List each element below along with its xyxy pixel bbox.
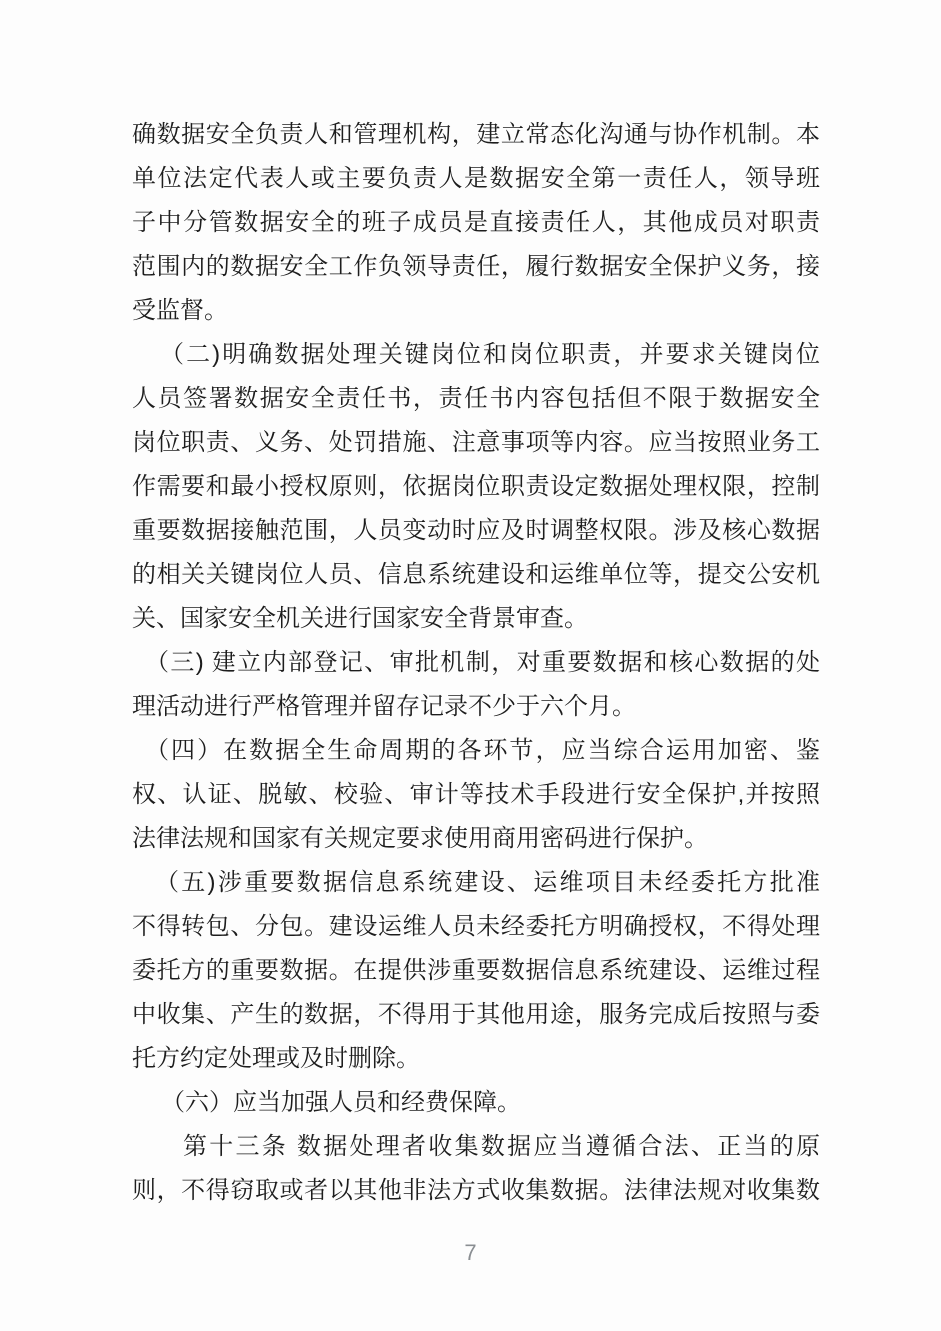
text-line: 受监督。 — [132, 297, 228, 324]
text-line: 作需要和最小授权原则，依据岗位职责设定数据处理权限，控制 — [132, 473, 820, 500]
paragraph-item-3 — [132, 641, 820, 729]
text-line: （五)涉重要数据信息系统建设、运维项目未经委托方批准 — [155, 869, 820, 896]
paragraph-continuation — [132, 113, 820, 333]
text-line: 关、国家安全机关进行国家安全背景审查。 — [132, 605, 588, 632]
text-line: 重要数据接触范围，人员变动时应及时调整权限。涉及核心数据 — [132, 517, 820, 544]
text-line: （四）在数据全生命周期的各环节，应当综合运用加密、鉴 — [145, 737, 820, 764]
text-line: 不得转包、分包。建设运维人员未经委托方明确授权，不得处理 — [132, 913, 820, 940]
paragraph-item-6 — [132, 1081, 820, 1125]
paragraph-item-4 — [132, 729, 820, 861]
text-line: 权、认证、脱敏、校验、审计等技术手段进行安全保护,并按照 — [132, 781, 820, 808]
text-line: 则，不得窃取或者以其他非法方式收集数据。法律法规对收集数 — [132, 1177, 820, 1204]
paragraph-item-2 — [132, 333, 820, 641]
text-line: 委托方的重要数据。在提供涉重要数据信息系统建设、运维过程 — [132, 957, 820, 984]
text-line: 的相关关键岗位人员、信息系统建设和运维单位等，提交公安机 — [132, 561, 820, 588]
paragraph-article-13 — [132, 1125, 820, 1213]
text-line: （三) 建立内部登记、审批机制，对重要数据和核心数据的处 — [145, 649, 820, 676]
text-line: 单位法定代表人或主要负责人是数据安全第一责任人，领导班 — [132, 165, 820, 192]
text-line: 岗位职责、义务、处罚措施、注意事项等内容。应当按照业务工 — [132, 429, 820, 456]
text-line: 确数据安全负责人和管理机构，建立常态化沟通与协作机制。本 — [132, 121, 820, 148]
text-line: 第十三条 数据处理者收集数据应当遵循合法、正当的原 — [183, 1133, 820, 1160]
paragraph-item-5 — [132, 861, 820, 1081]
text-block — [132, 113, 820, 1213]
text-line: 法律法规和国家有关规定要求使用商用密码进行保护。 — [132, 825, 708, 852]
page-number: 7 — [464, 1240, 477, 1265]
text-line: 理活动进行严格管理并留存记录不少于六个月。 — [132, 693, 636, 720]
text-line: 中收集、产生的数据，不得用于其他用途，服务完成后按照与委 — [132, 1001, 820, 1028]
text-line: 托方约定处理或及时删除。 — [132, 1045, 420, 1072]
text-line: （六）应当加强人员和经费保障。 — [161, 1089, 521, 1116]
text-line: 子中分管数据安全的班子成员是直接责任人，其他成员对职责 — [132, 209, 820, 236]
text-line: 人员签署数据安全责任书，责任书内容包括但不限于数据安全 — [132, 385, 820, 412]
text-line: （二)明确数据处理关键岗位和岗位职责，并要求关键岗位 — [160, 341, 820, 368]
text-line: 范围内的数据安全工作负领导责任，履行数据安全保护义务，接 — [132, 253, 820, 280]
